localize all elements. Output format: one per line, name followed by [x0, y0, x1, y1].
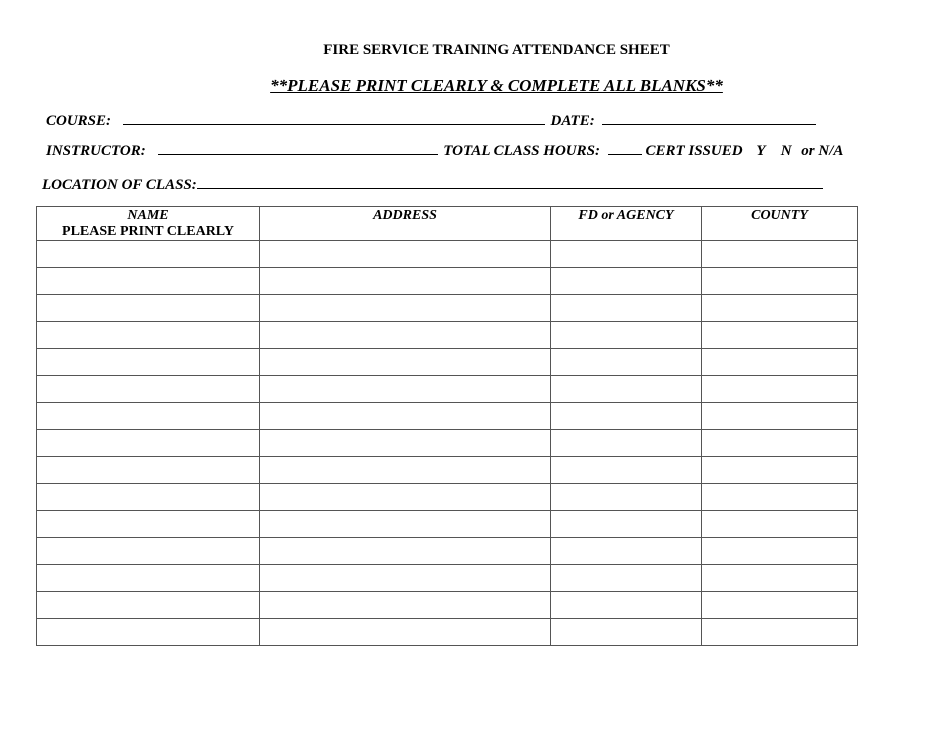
location-line: [42, 174, 823, 194]
table-row: [37, 241, 858, 268]
county-cell[interactable]: [702, 268, 858, 295]
agency-cell[interactable]: [551, 457, 702, 484]
course-date-line: [46, 110, 816, 130]
instructor-field[interactable]: [158, 140, 438, 155]
form-title: FIRE SERVICE TRAINING ATTENDANCE SHEET: [323, 42, 670, 58]
cert-y-option[interactable]: Y: [756, 143, 765, 159]
address-cell[interactable]: [260, 457, 551, 484]
address-column-header: [260, 207, 551, 241]
address-cell[interactable]: [260, 619, 551, 646]
agency-cell[interactable]: [551, 349, 702, 376]
address-cell[interactable]: [260, 538, 551, 565]
county-cell[interactable]: [702, 538, 858, 565]
name-cell[interactable]: [37, 430, 260, 457]
name-cell[interactable]: [37, 241, 260, 268]
county-column-header: [702, 207, 858, 241]
agency-cell[interactable]: [551, 619, 702, 646]
attendance-table-body: [37, 241, 858, 646]
address-cell[interactable]: [260, 241, 551, 268]
location-field[interactable]: [197, 174, 823, 189]
name-cell[interactable]: [37, 376, 260, 403]
agency-cell[interactable]: [551, 241, 702, 268]
total-hours-label: TOTAL CLASS HOURS:: [443, 143, 600, 159]
agency-cell[interactable]: [551, 376, 702, 403]
table-row: [37, 268, 858, 295]
attendance-table: [36, 206, 858, 646]
form-subtitle: **PLEASE PRINT CLEARLY & COMPLETE ALL BLANKS**: [270, 76, 723, 95]
county-cell[interactable]: [702, 376, 858, 403]
agency-cell[interactable]: [551, 268, 702, 295]
address-cell[interactable]: [260, 430, 551, 457]
location-label: LOCATION OF CLASS:: [42, 177, 197, 193]
county-cell[interactable]: [702, 511, 858, 538]
county-cell[interactable]: [702, 241, 858, 268]
name-cell[interactable]: [37, 349, 260, 376]
county-cell[interactable]: [702, 592, 858, 619]
county-cell[interactable]: [702, 484, 858, 511]
name-cell[interactable]: [37, 592, 260, 619]
address-cell[interactable]: [260, 295, 551, 322]
county-cell[interactable]: [702, 457, 858, 484]
county-cell[interactable]: [702, 565, 858, 592]
county-header-label: COUNTY: [751, 208, 808, 223]
address-cell[interactable]: [260, 403, 551, 430]
agency-header-label: FD or AGENCY: [578, 208, 674, 223]
agency-cell[interactable]: [551, 538, 702, 565]
table-row: [37, 538, 858, 565]
address-cell[interactable]: [260, 376, 551, 403]
table-row: [37, 430, 858, 457]
agency-cell[interactable]: [551, 484, 702, 511]
table-row: [37, 592, 858, 619]
agency-cell[interactable]: [551, 322, 702, 349]
date-field[interactable]: [602, 110, 816, 125]
agency-cell[interactable]: [551, 565, 702, 592]
agency-cell[interactable]: [551, 511, 702, 538]
agency-cell[interactable]: [551, 592, 702, 619]
table-header-row: [37, 207, 858, 241]
address-cell[interactable]: [260, 592, 551, 619]
address-cell[interactable]: [260, 268, 551, 295]
table-row: [37, 457, 858, 484]
agency-column-header: [551, 207, 702, 241]
table-row: [37, 565, 858, 592]
address-cell[interactable]: [260, 511, 551, 538]
table-row: [37, 322, 858, 349]
course-field[interactable]: [123, 110, 545, 125]
cert-n-option[interactable]: N: [780, 143, 792, 159]
course-label: COURSE:: [46, 113, 112, 129]
address-cell[interactable]: [260, 322, 551, 349]
county-cell[interactable]: [702, 403, 858, 430]
name-cell[interactable]: [37, 511, 260, 538]
total-hours-field[interactable]: [608, 140, 642, 155]
agency-cell[interactable]: [551, 430, 702, 457]
county-cell[interactable]: [702, 322, 858, 349]
name-header-sublabel: PLEASE PRINT CLEARLY: [62, 224, 234, 239]
name-cell[interactable]: [37, 403, 260, 430]
cert-issued-label: CERT ISSUED: [645, 143, 743, 159]
table-row: [37, 484, 858, 511]
table-row: [37, 376, 858, 403]
county-cell[interactable]: [702, 295, 858, 322]
instructor-label: INSTRUCTOR:: [46, 143, 146, 159]
name-cell[interactable]: [37, 565, 260, 592]
table-row: [37, 403, 858, 430]
address-cell[interactable]: [260, 565, 551, 592]
name-cell[interactable]: [37, 484, 260, 511]
agency-cell[interactable]: [551, 295, 702, 322]
table-row: [37, 349, 858, 376]
county-cell[interactable]: [702, 349, 858, 376]
name-cell[interactable]: [37, 295, 260, 322]
county-cell[interactable]: [702, 619, 858, 646]
instructor-line: [46, 140, 843, 160]
address-cell[interactable]: [260, 349, 551, 376]
date-label: DATE:: [550, 113, 595, 129]
name-cell[interactable]: [37, 619, 260, 646]
table-row: [37, 511, 858, 538]
address-cell[interactable]: [260, 484, 551, 511]
table-row: [37, 295, 858, 322]
name-cell[interactable]: [37, 538, 260, 565]
name-column-header: [37, 207, 260, 241]
table-row: [37, 619, 858, 646]
name-cell[interactable]: [37, 322, 260, 349]
county-cell[interactable]: [702, 430, 858, 457]
name-header-label: NAME: [127, 208, 169, 223]
name-cell[interactable]: [37, 457, 260, 484]
cert-na-option[interactable]: or N/A: [801, 143, 844, 159]
agency-cell[interactable]: [551, 403, 702, 430]
name-cell[interactable]: [37, 268, 260, 295]
address-header-label: ADDRESS: [373, 208, 437, 223]
